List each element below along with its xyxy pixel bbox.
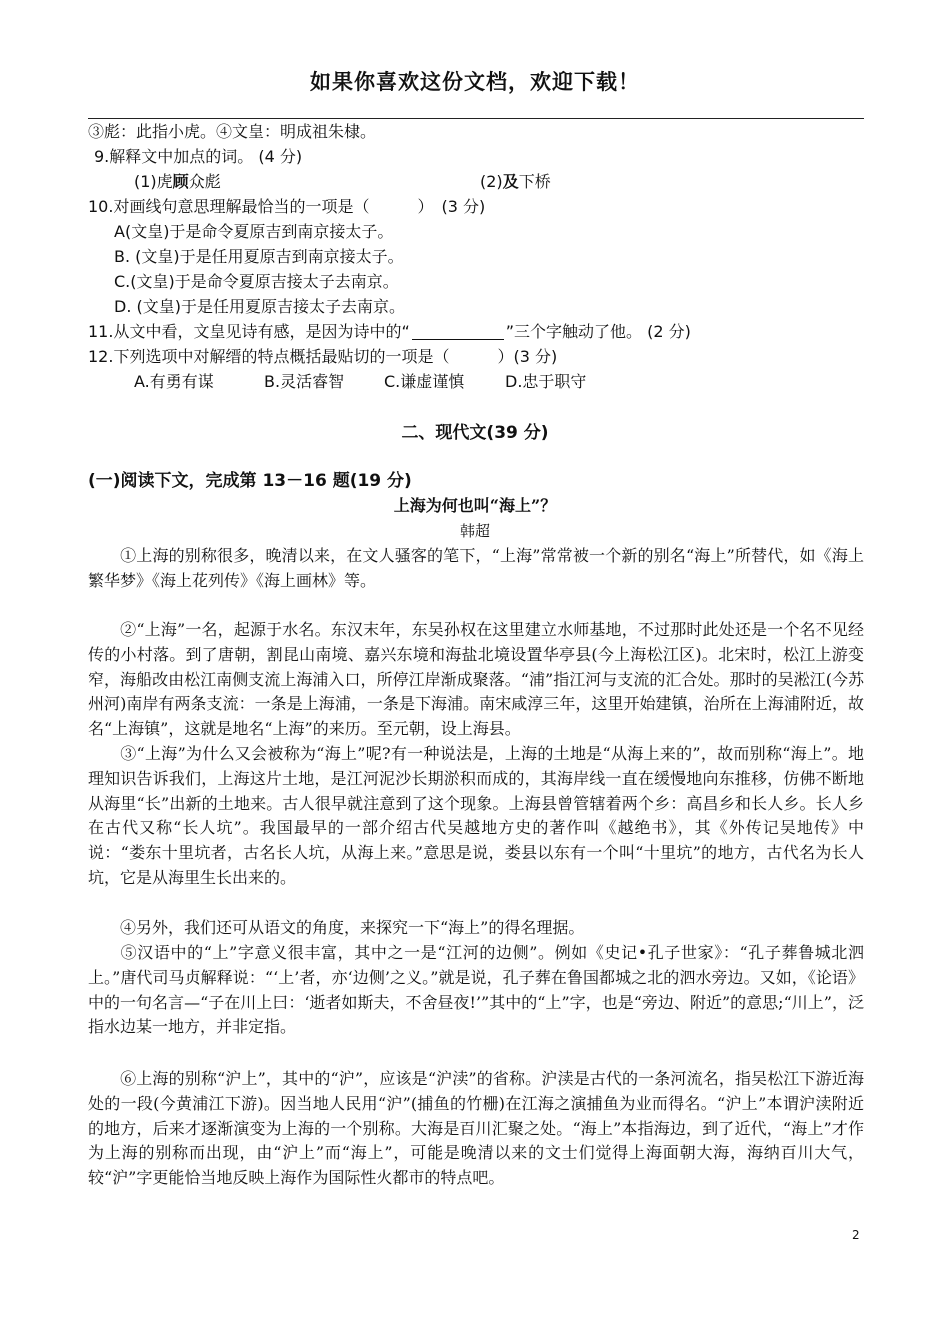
question-9: 9.解释文中加点的词。 (4 分)	[94, 147, 303, 166]
q9-item-2: (2)及下桥	[480, 172, 551, 191]
q10-option-c: C.(文皇)于是命令夏原吉接太子去南京。	[114, 272, 399, 291]
header-rule	[88, 118, 864, 119]
question-11: 11.从文中看，文皇见诗有感，是因为诗中的“ ”三个字触动了他。 (2 分)	[88, 322, 691, 341]
answer-blank	[412, 323, 504, 340]
paragraph-6: ⑥上海的别称“沪上”，其中的“沪”，应该是“沪渎”的省称。沪渎是古代的一条河流名，指吴松江下游近海处的一段(今黄浦江下游)。因当地人民用“沪”(捕鱼的竹栅)在江海之演捕鱼为业而得名。“沪上”本谓沪渎附近的地方，后来才逐渐演变为上海的一个别称。大海是百川汇聚之处。“海上”本指海边，到了近代，“海上”才作为上海的别称而出现，由“沪上”而“海上”，可能是晚清以来的文士们觉得上海面朝大海，海纳百川大气，较“沪”字更能恰当地反映上海作为国际性火都市的特点吧。	[88, 1069, 864, 1188]
q9-item-1: (1)虎顾众彪	[134, 172, 221, 191]
paragraph-4: ④另外，我们还可从语文的角度，来探究一下“海上”的得名理据。	[120, 918, 585, 937]
question-10: 10.对画线句意思理解最恰当的一项是（ ） (3 分)	[88, 197, 486, 216]
q12-option-b: B.灵活睿智	[264, 372, 345, 391]
part-instruction: (一)阅读下文，完成第 13－16 题(19 分)	[88, 471, 412, 491]
annotation-line: ③彪：此指小虎。④文皇：明成祖朱棣。	[88, 122, 377, 141]
download-banner: 如果你喜欢这份文档，欢迎下载！	[310, 70, 640, 94]
question-12: 12.下列选项中对解缙的特点概括最贴切的一项是（ ）(3 分)	[88, 347, 558, 366]
article-title: 上海为何也叫“海上”？	[393, 496, 557, 515]
paragraph-1: ①上海的别称很多，晚清以来，在文人骚客的笔下，“上海”常常被一个新的别名“海上”所替代，如《海上繁华梦》《海上花列传》《海上画林》等。	[88, 546, 864, 590]
q12-option-a: A.有勇有谋	[134, 372, 214, 391]
article-author: 韩超	[459, 522, 490, 540]
section-title: 二、现代文(39 分)	[401, 423, 549, 443]
q12-option-d: D.忠于职守	[505, 372, 587, 391]
q10-option-d: D. (文皇)于是任用夏原吉接太子去南京。	[114, 297, 405, 316]
paragraph-5: ⑤汉语中的“上”字意义很丰富，其中之一是“江河的边侧”。例如《史记•孔子世家》：“孔子葬鲁城北泗上。”唐代司马贞解释说：“‘上’者，亦‘边侧’之义。”就是说，孔子葬在鲁国都城之北的泗水旁边。又如，《论语》中的一句名言—“子在川上曰：‘逝者如斯夫，不舍昼夜!’”其中的“上”字，也是“旁边、附近”的意思;“川上”，泛指水边某一地方，并非定指。	[88, 943, 864, 1037]
q10-option-a: A(文皇)于是命令夏原吉到南京接太子。	[114, 222, 394, 241]
page-number: 2	[852, 1228, 860, 1242]
paragraph-2: ②“上海”一名，起源于水名。东汉末年，东吴孙权在这里建立水师基地，不过那时此处还是一个名不见经传的小村落。到了唐朝，割昆山南境、嘉兴东境和海盐北境设置华亭县(今上海松江区)。北宋时，松江上游变窄，海船改由松江南侧支流上海浦入口，所停江岸渐成聚落。“浦”指江河与支流的汇合处。那时的吴淞江(今苏州河)南岸有两条支流：一条是上海浦，一条是下海浦。南宋咸淳三年，这里开始建镇，治所在上海浦附近，故名“上海镇”，这就是地名“上海”的来历。至元朝，设上海县。	[88, 620, 864, 739]
q10-option-b: B. (文皇)于是任用夏原吉到南京接太子。	[114, 247, 404, 266]
q12-option-c: C.谦虚谨慎	[384, 372, 465, 391]
paragraph-3: ③“上海”为什么又会被称为“海上”呢?有一种说法是，上海的土地是“从海上来的”，故而别称“海上”。地理知识告诉我们，上海这片土地，是江河泥沙长期淤积而成的，其海岸线一直在缓慢地向东推移，仿佛不断地从海里“长”出新的土地来。古人很早就注意到了这个现象。上海县曾管辖着两个乡：高昌乡和长人乡。长人乡在古代又称“长人坑”。我国最早的一部介绍古代吴越地方史的著作叫《越绝书》，其《外传记吴地传》中说：“娄东十里坑者，古名长人坑，从海上来。”意思是说，娄县以东有一个叫“十里坑”的地方，古代名为长人坑，它是从海里生长出来的。	[88, 744, 864, 887]
